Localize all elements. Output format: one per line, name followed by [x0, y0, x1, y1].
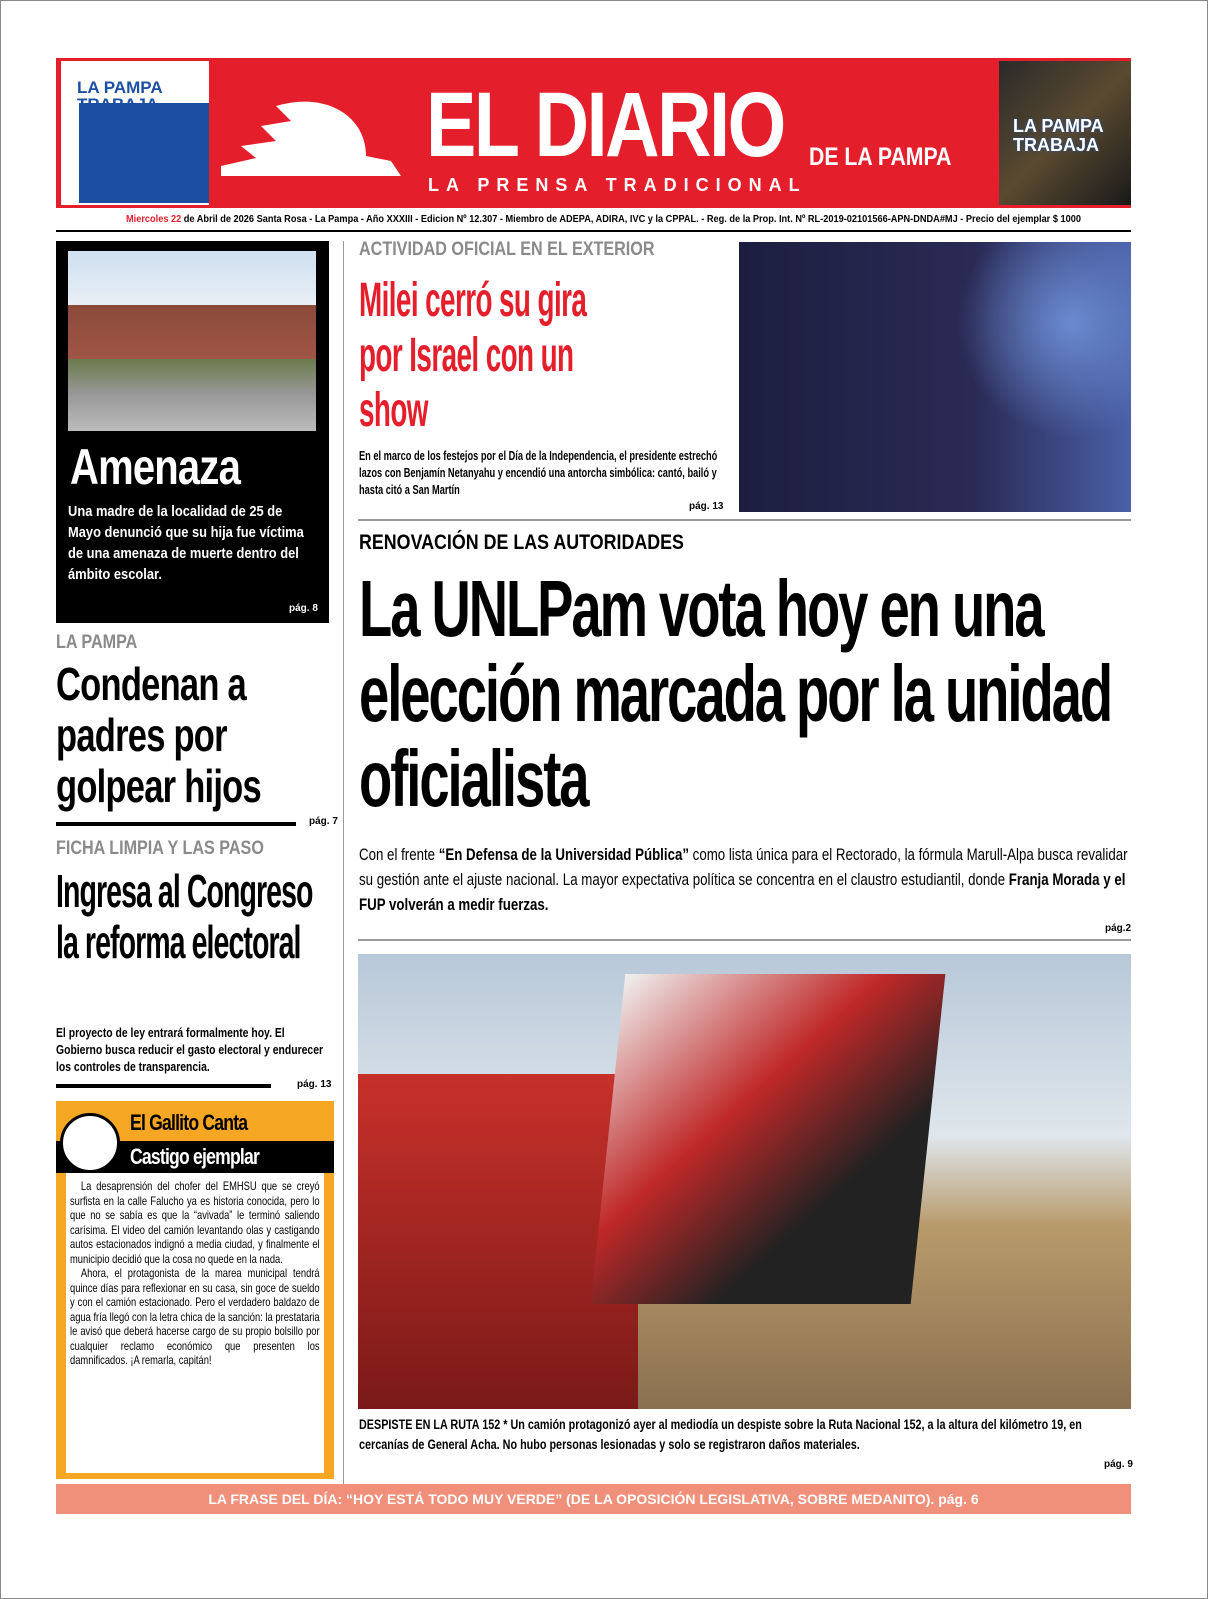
la-pampa-trabaja-photo-logo: LA PAMPA TRABAJA [999, 61, 1131, 205]
la-pampa-trabaja-logo: LA PAMPA TRABAJA [61, 61, 209, 205]
divider [358, 939, 1131, 941]
tagline: LA PRENSA TRADICIONAL [428, 175, 807, 195]
amenaza-title: Amenaza [70, 439, 241, 495]
sun-logo-icon [216, 86, 406, 181]
milei-show-photo [739, 242, 1131, 512]
frase-del-dia: LA FRASE DEL DÍA: “HOY ESTÁ TODO MUY VERDE” (DE LA OPOSICIÓN LEGISLATIVA, SOBRE MEDANITO). pág. 6 [56, 1484, 1131, 1514]
rooster-icon [60, 1113, 120, 1173]
divider [358, 519, 1131, 521]
ficha-headline[interactable]: Ingresa al Congreso la reforma electoral [56, 865, 313, 968]
milei-headline[interactable]: Milei cerró su gira por Israel con un show [359, 274, 587, 437]
edition-info: Miercoles 22 de Abril de 2026 Santa Rosa - La Pampa - Año XXXIII - Edicion Nº 12.307 - Miembro de ADEPA, ADIRA, IVC y la CPPAL. - Reg. de la Prop. Int. Nº RL-2019-02101566-APN-DNDA#MJ - Precio del ejemplar $ 1000 [126, 214, 1081, 225]
divider [56, 822, 296, 826]
gallito-box: El Gallito Canta Castigo ejemplar La desaprensión del chofer del EMHSU que se creyó surfista en la calle Falucho ya es historia conocida, pero lo que no se sabía es que la “avivada” le terminó saliendo carísima. El video del camión levantando olas y castigando autos estacionados indignó a media ciudad, y finalmente el municipio decidió que la cosa no quede en la nada. Ahora, el protagonista de la marea municipal tendrá quince días para reflexionar en su casa, sin goce de sueldo y con el camión estacionado. Pero el verdadero baldazo de agua fría llegó con la letra chica de la sanción: la prestataria le avisó que deberá hacerse cargo de su propio bolsillo por cualquier reclamo económico que presenten los damnificados. ¡A remarla, capitán! [56, 1101, 334, 1479]
column-divider [343, 241, 344, 1486]
amenaza-box: Amenaza Una madre de la localidad de 25 de Mayo denunció que su hija fue víctima de una amenaza de muerte dentro del ámbito escolar. pág. 8 [56, 241, 329, 623]
condenan-headline[interactable]: Condenan a padres por golpear hijos [56, 658, 261, 812]
gallito-text-box [66, 1173, 324, 1473]
truck-accident-photo [358, 954, 1131, 1409]
divider [56, 230, 1131, 232]
photo-caption: DESPISTE EN LA RUTA 152 * Un camión protagonizó ayer al mediodía un despiste sobre la Ruta Nacional 152, a la altura del kilómetro 19, en cercanías de General Acha. No hubo personas lesionadas y solo se registraron daños materiales. [359, 1417, 1082, 1452]
newspaper-subtitle: DE LA PAMPA [809, 143, 952, 171]
main-headline[interactable]: La UNLPam vota hoy en una elección marcada por la unidad oficialista [359, 564, 1112, 823]
gallito-text: La desaprensión del chofer del EMHSU que se creyó surfista en la calle Falucho ya es historia conocida, pero lo que no se sabía es que la “avivada” le terminó saliendo carísima. El video del camión levantando olas y castigando autos estacionados indignó a media ciudad, y finalmente el municipio decidió que la cosa no quede en la nada. Ahora, el protagonista de la marea municipal tendrá quince días para reflexionar en su casa, sin goce de sueldo y con el camión estacionado. Pero el verdadero baldazo de agua fría llegó con la letra chica de la sanción: la prestataria le avisó que deberá hacerse cargo de su propio bolsillo por cualquier reclamo económico que presenten los damnificados. ¡A remarla, capitán! [70, 1179, 320, 1367]
school-photo [68, 251, 316, 431]
divider [56, 1084, 271, 1088]
newspaper-title: EL DIARIO [426, 74, 784, 176]
main-lead: Con el frente “En Defensa de la Universidad Pública” como lista única para el Rectorado, la fórmula Marull-Alpa busca revalidar su gestión ante el ajuste nacional. La mayor expectativa política se concentra en el claustro estudiantil, donde Franja Morada y el FUP volverán a medir fuerzas. [359, 846, 1128, 914]
